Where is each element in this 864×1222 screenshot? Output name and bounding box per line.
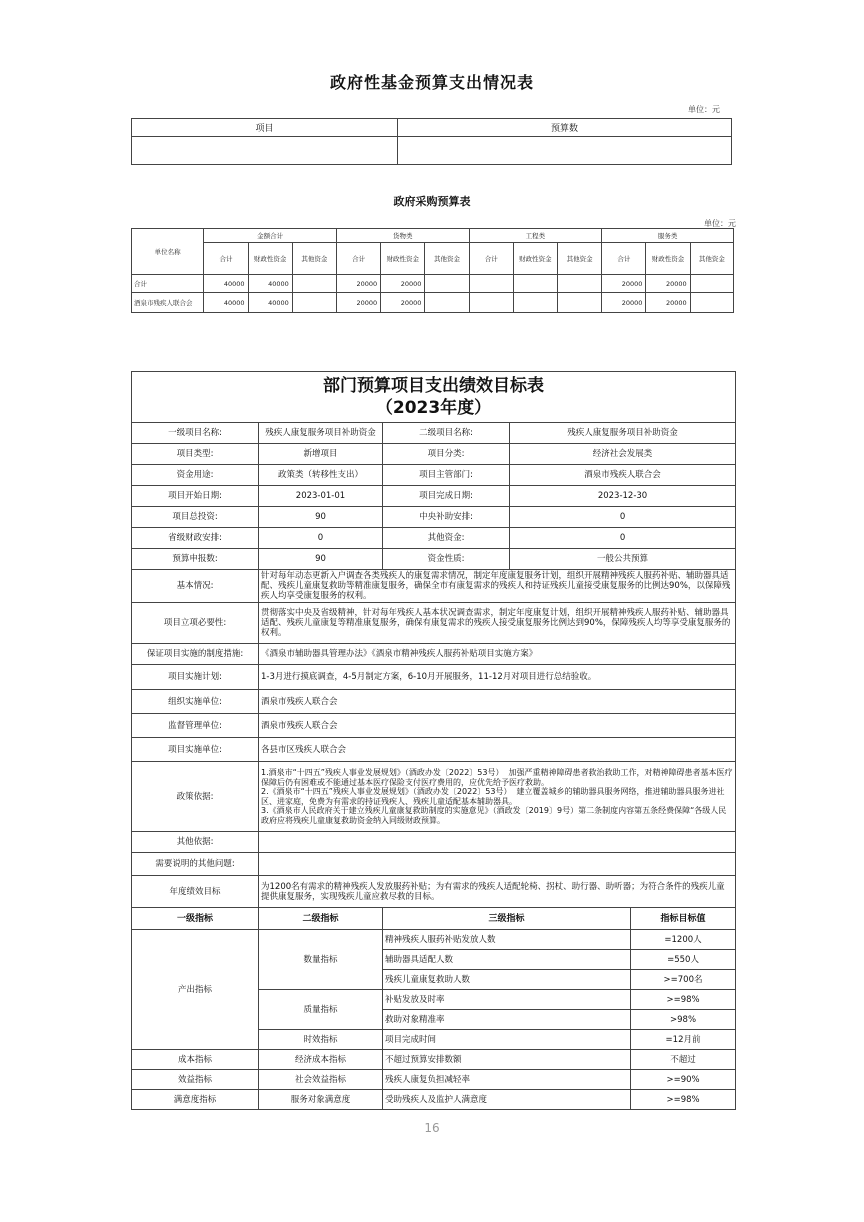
field-label: 基本情况: [132, 570, 259, 603]
cell: 40000 [248, 275, 292, 293]
fund-cell-empty [398, 137, 732, 165]
page-number: 16 [424, 1121, 440, 1135]
annual-goal-text: 为1200名有需求的精神残疾人发放服药补贴；为有需求的残疾人适配轮椅、拐杖、助行器、助听器；为符合条件的残疾儿童提供康复服务，实现残疾儿童应救尽救的目标。 [259, 876, 736, 908]
indicator-header: 三级指标 [383, 908, 631, 930]
indicator-l3: 残疾儿童康复救助人数 [383, 970, 631, 990]
indicator-value: >=98% [631, 1090, 736, 1110]
indicator-l1: 成本指标 [132, 1050, 259, 1070]
fund-header-item: 项目 [132, 119, 398, 137]
field-value: 政策类（转移性支出） [259, 465, 383, 486]
table-row [132, 549, 736, 570]
field-label: 政策依据: [132, 762, 259, 832]
field-value: 残疾人康复服务项目补助资金 [510, 423, 736, 444]
field-value: 酒泉市残疾人联合会 [510, 465, 736, 486]
cell: 20000 [646, 293, 690, 313]
supervisor-unit-text: 酒泉市残疾人联合会 [259, 714, 736, 738]
table-row [132, 444, 736, 465]
cell: 20000 [381, 275, 425, 293]
fund-table [131, 118, 732, 165]
cell [558, 275, 602, 293]
cell [292, 293, 336, 313]
field-label: 组织实施单位: [132, 690, 259, 714]
indicator-l3: 项目完成时间 [383, 1030, 631, 1050]
indicator-row [132, 930, 736, 950]
sub-header: 其他资金 [292, 243, 336, 275]
group-header: 服务类 [602, 229, 734, 243]
indicator-row [132, 1090, 736, 1110]
field-label: 监督管理单位: [132, 714, 259, 738]
fund-header-budget: 预算数 [398, 119, 732, 137]
table-row [132, 853, 736, 876]
sub-header: 其他资金 [690, 243, 733, 275]
field-label: 资金性质: [383, 549, 510, 570]
cell [425, 275, 469, 293]
performance-title-line1: 部门预算项目支出绩效目标表 [323, 376, 545, 396]
table-row [132, 528, 736, 549]
field-label: 其他资金: [383, 528, 510, 549]
field-label: 项目总投资: [132, 507, 259, 528]
field-label: 一级项目名称: [132, 423, 259, 444]
indicator-l2: 社会效益指标 [259, 1070, 383, 1090]
field-value: 残疾人康复服务项目补助资金 [259, 423, 383, 444]
field-label: 项目主管部门: [383, 465, 510, 486]
table-row [132, 486, 736, 507]
field-label: 项目类型: [132, 444, 259, 465]
table-row [132, 832, 736, 853]
field-value: 0 [259, 528, 383, 549]
table-row [132, 465, 736, 486]
field-value: 2023-01-01 [259, 486, 383, 507]
cell [513, 293, 557, 313]
field-label: 项目完成日期: [383, 486, 510, 507]
indicator-l1: 效益指标 [132, 1070, 259, 1090]
org-unit-text: 酒泉市残疾人联合会 [259, 690, 736, 714]
field-label: 项目实施单位: [132, 738, 259, 762]
indicator-l2: 服务对象满意度 [259, 1090, 383, 1110]
indicator-header: 二级指标 [259, 908, 383, 930]
indicator-l3: 残疾人康复负担减轻率 [383, 1070, 631, 1090]
table-row [132, 507, 736, 528]
sub-header: 合计 [469, 243, 513, 275]
procurement-table-title: 政府采购预算表 [393, 195, 471, 208]
cell [690, 293, 733, 313]
indicator-header: 指标目标值 [631, 908, 736, 930]
cell [469, 275, 513, 293]
field-value: 0 [510, 528, 736, 549]
performance-title-line2: （2023年度） [375, 398, 492, 418]
field-label: 其他依据: [132, 832, 259, 853]
basic-situation-text: 针对每年动态更新入户调查各类残疾人的康复需求情况，制定年度康复服务计划，组织开展精神残疾人服药补贴、辅助器具适配、残疾儿童康复救助等精准康复服务，确保全市有康复需求的残疾人和持证残疾儿童接受康复服务的比例达90%，以保障残疾人均享受康复服务的权利。 [259, 570, 736, 603]
indicator-value: 不超过 [631, 1050, 736, 1070]
table-row [132, 603, 736, 644]
table-row [132, 762, 736, 832]
performance-title [132, 372, 736, 423]
field-label: 中央补助安排: [383, 507, 510, 528]
other-basis-text [259, 832, 736, 853]
sub-header: 合计 [336, 243, 380, 275]
table-row [132, 665, 736, 690]
cell: 40000 [204, 293, 248, 313]
field-label: 二级项目名称: [383, 423, 510, 444]
table-row [132, 275, 734, 293]
indicator-l3: 辅助器具适配人数 [383, 950, 631, 970]
indicator-l3: 不超过预算安排数额 [383, 1050, 631, 1070]
group-header: 货物类 [336, 229, 469, 243]
field-value: 2023-12-30 [510, 486, 736, 507]
indicator-l3: 受助残疾人及监护人满意度 [383, 1090, 631, 1110]
field-label: 项目开始日期: [132, 486, 259, 507]
sub-header: 合计 [602, 243, 646, 275]
cell: 20000 [602, 275, 646, 293]
indicator-l2: 数量指标 [259, 930, 383, 990]
sub-header: 财政性资金 [248, 243, 292, 275]
indicator-header: 一级指标 [132, 908, 259, 930]
indicator-l2: 经济成本指标 [259, 1050, 383, 1070]
indicator-l2: 时效指标 [259, 1030, 383, 1050]
cell: 20000 [336, 275, 380, 293]
cell [469, 293, 513, 313]
indicator-l1: 满意度指标 [132, 1090, 259, 1110]
cell [425, 293, 469, 313]
sub-header: 合计 [204, 243, 248, 275]
cell: 20000 [646, 275, 690, 293]
sub-header: 其他资金 [425, 243, 469, 275]
indicator-value: >98% [631, 1010, 736, 1030]
table-row [132, 876, 736, 908]
field-value: 经济社会发展类 [510, 444, 736, 465]
impl-unit-text: 各县市区残疾人联合会 [259, 738, 736, 762]
table-row [132, 293, 734, 313]
group-header: 工程类 [469, 229, 602, 243]
field-label: 保证项目实施的制度措施: [132, 644, 259, 665]
indicator-header-row [132, 908, 736, 930]
indicator-row [132, 1070, 736, 1090]
field-value: 90 [259, 549, 383, 570]
procurement-table [131, 228, 734, 313]
field-label: 需要说明的其他问题: [132, 853, 259, 876]
sub-header: 财政性资金 [381, 243, 425, 275]
indicator-l2: 质量指标 [259, 990, 383, 1030]
table-row [132, 423, 736, 444]
indicator-value: =12月前 [631, 1030, 736, 1050]
field-value: 90 [259, 507, 383, 528]
field-label: 预算申报数: [132, 549, 259, 570]
plan-text: 1-3月进行摸底调查，4-5月制定方案，6-10月开展服务，11-12月对项目进行总结验收。 [259, 665, 736, 690]
field-value: 0 [510, 507, 736, 528]
fund-cell-empty [132, 137, 398, 165]
procurement-table-unit: 单位：元 [704, 219, 736, 228]
row-unit-name: 酒泉市残疾人联合会 [132, 293, 204, 313]
fund-table-unit: 单位：元 [688, 105, 720, 114]
cell: 20000 [381, 293, 425, 313]
field-value: 一般公共预算 [510, 549, 736, 570]
cell [558, 293, 602, 313]
indicator-value: =1200人 [631, 930, 736, 950]
field-label: 项目实施计划: [132, 665, 259, 690]
indicator-l3: 救助对象精准率 [383, 1010, 631, 1030]
necessity-text: 贯彻落实中央及省级精神，针对每年残疾人基本状况调查需求，制定年度康复计划，组织开展精神残疾人服药补贴、辅助器具适配、残疾儿童康复等精准康复服务，确保有康复需求的残疾人接受康复服务比例达到90%，保障残疾人均等享受康复服务的权利。 [259, 603, 736, 644]
cell [690, 275, 733, 293]
group-header: 金额合计 [204, 229, 337, 243]
indicator-row [132, 1050, 736, 1070]
table-row [132, 714, 736, 738]
table-row [132, 644, 736, 665]
field-value: 新增项目 [259, 444, 383, 465]
field-label: 项目立项必要性: [132, 603, 259, 644]
field-label: 省级财政安排: [132, 528, 259, 549]
cell [513, 275, 557, 293]
indicator-value: >=700名 [631, 970, 736, 990]
cell: 20000 [602, 293, 646, 313]
indicator-value: >=98% [631, 990, 736, 1010]
indicator-l3: 补贴发放及时率 [383, 990, 631, 1010]
unit-name-header: 单位名称 [132, 229, 204, 275]
indicator-l3: 精神残疾人服药补贴发放人数 [383, 930, 631, 950]
indicator-value: >=90% [631, 1070, 736, 1090]
table-row [132, 690, 736, 714]
policy-basis-text: 1.酒泉市“十四五”残疾人事业发展规划》（酒政办发〔2022〕53号） 加强严重精神障碍患者救治救助工作，对精神障碍患者基本医疗保障后仍有困难或不能通过基本医疗保险支付医疗费用的，应优先给予医疗救助。 2.《酒泉市“十四五”残疾人事业发展规划》（酒政办发〔2022〕53号） 建立覆盖城乡的辅助器具服务网络，推进辅助器具服务进社区、进家庭，免费为有需求的持证残疾人、残疾儿童适配基本辅助器具。 3.《酒泉市人民政府关于建立残疾儿童康复救助制度的实施意见》（酒政发〔2019〕9号）第二条制度内容第五条经费保障“各级人民政府应将残疾儿童康复救助资金纳入同级财政预算。 [259, 762, 736, 832]
other-issues-text [259, 853, 736, 876]
indicator-value: =550人 [631, 950, 736, 970]
cell [292, 275, 336, 293]
measures-text: 《酒泉市辅助器具管理办法》《酒泉市精神残疾人服药补贴项目实施方案》 [259, 644, 736, 665]
sub-header: 财政性资金 [646, 243, 690, 275]
field-label: 年度绩效目标 [132, 876, 259, 908]
field-label: 项目分类: [383, 444, 510, 465]
sub-header: 其他资金 [558, 243, 602, 275]
field-label: 资金用途: [132, 465, 259, 486]
sub-header: 财政性资金 [513, 243, 557, 275]
performance-table [131, 371, 736, 1110]
table-row [132, 738, 736, 762]
cell: 40000 [204, 275, 248, 293]
fund-table-title: 政府性基金预算支出情况表 [329, 73, 534, 92]
row-unit-name: 合计 [132, 275, 204, 293]
indicator-l1: 产出指标 [132, 930, 259, 1050]
table-row [132, 570, 736, 603]
cell: 40000 [248, 293, 292, 313]
cell: 20000 [336, 293, 380, 313]
